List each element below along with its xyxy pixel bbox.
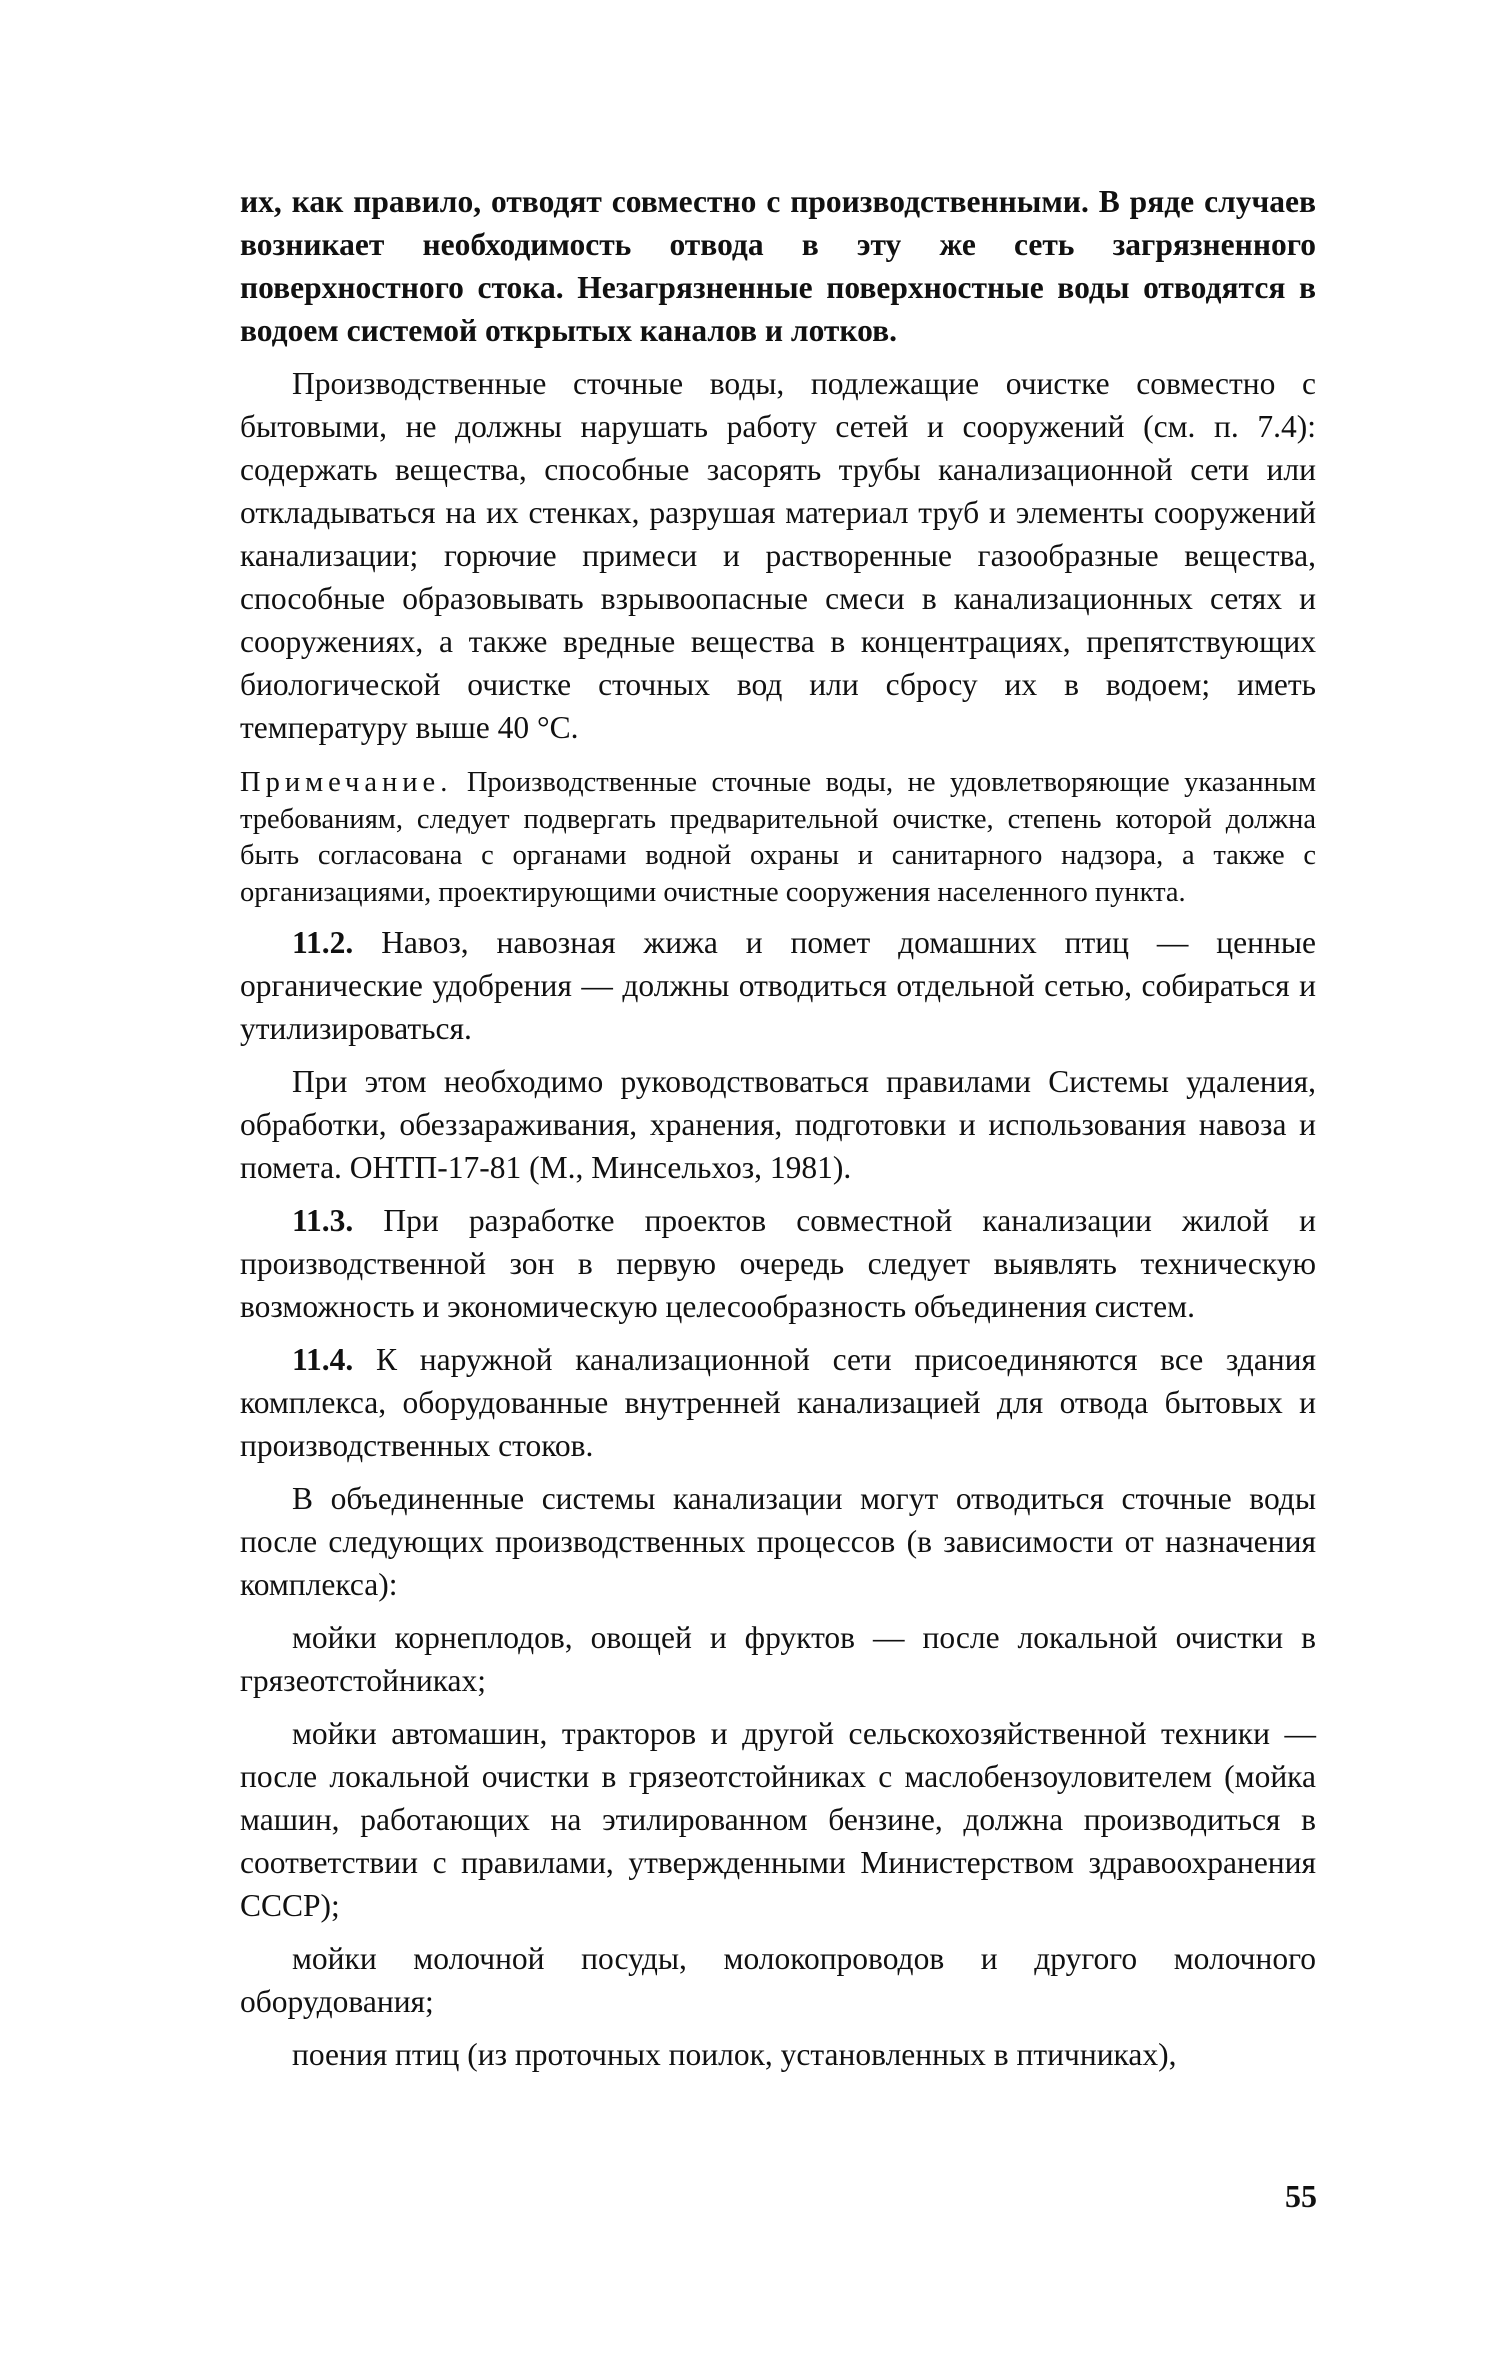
section-number: 11.3.	[292, 1203, 354, 1238]
section-11-2	[240, 921, 1316, 1050]
list-item: поения птиц (из проточных поилок, установленных в птичниках),	[292, 2037, 1177, 2072]
list-item: мойки автомашин, тракторов и другой сельскохозяйственной техники — после локальной очистки в грязеотстойниках с маслобензоуловителем (мойка машин, работающих на этилированном бензине, должна производиться в соответствии с правилами, утвержденными Министерством здравоохранения СССР);	[240, 1716, 1316, 1923]
section-text: Навоз, навозная жижа и помет домашних птиц — ценные органические удобрения — должны отводиться отдельной сетью, собираться и утилизироваться.	[240, 925, 1316, 1046]
paragraph-continuation: их, как правило, отводят совместно с производственными. В ряде случаев возникает необходимость отвода в эту же сеть загрязненного поверхностного стока. Незагрязненные поверхностные воды отводятся в водоем системой открытых каналов и лотков.	[240, 184, 1316, 348]
paragraph-united-systems: В объединенные системы канализации могут отводиться сточные воды после следующих производственных процессов (в зависимости от назначения комплекса):	[240, 1481, 1316, 1602]
note	[240, 765, 1316, 911]
paragraph-industrial-wastewater: Производственные сточные воды, подлежащие очистке совместно с бытовыми, не должны нарушать работу сетей и сооружений (см. п. 7.4): содержать вещества, способные засорять трубы канализационной сети или откладываться на их стенках, разрушая материал труб и элементы сооружений канализации; горючие примеси и растворенные газообразные вещества, способные образовывать взрывоопасные смеси в канализационных сетях и сооружениях, а также вредные вещества в концентрациях, препятствующих биологической очистке сточных вод или сбросу их в водоем; иметь температуру выше 40 °С.	[240, 366, 1316, 745]
page-number: 55	[1285, 2178, 1317, 2214]
list-item: мойки молочной посуды, молокопроводов и другого молочного оборудования;	[240, 1941, 1316, 2019]
section-number: 11.4.	[292, 1342, 354, 1377]
section-number: 11.2.	[292, 925, 354, 960]
note-text: Производственные сточные воды, не удовлетворяющие указанным требованиям, следует подвергать предварительной очистке, степень которой должна быть согласована с органами водной охраны и санитарного надзора, а также с организациями, проектирующими очистные сооружения населенного пункта.	[240, 767, 1317, 908]
list-item: мойки корнеплодов, овощей и фруктов — после локальной очистки в грязеотстойниках;	[240, 1620, 1316, 1698]
section-text: При разработке проектов совместной канализации жилой и производственной зон в первую очередь следует выявлять техническую возможность и экономическую целесообразность объединения систем.	[240, 1203, 1316, 1324]
note-label: Примечание.	[240, 767, 453, 798]
section-11-3	[240, 1199, 1316, 1328]
page-body	[240, 180, 1316, 2076]
paragraph-rules: При этом необходимо руководствоваться правилами Системы удаления, обработки, обеззараживания, хранения, подготовки и использования навоза и помета. ОНТП-17-81 (М., Минсельхоз, 1981).	[240, 1064, 1316, 1185]
section-11-4	[240, 1338, 1316, 1467]
section-text: К наружной канализационной сети присоединяются все здания комплекса, оборудованные внутренней канализацией для отвода бытовых и производственных стоков.	[240, 1342, 1317, 1463]
